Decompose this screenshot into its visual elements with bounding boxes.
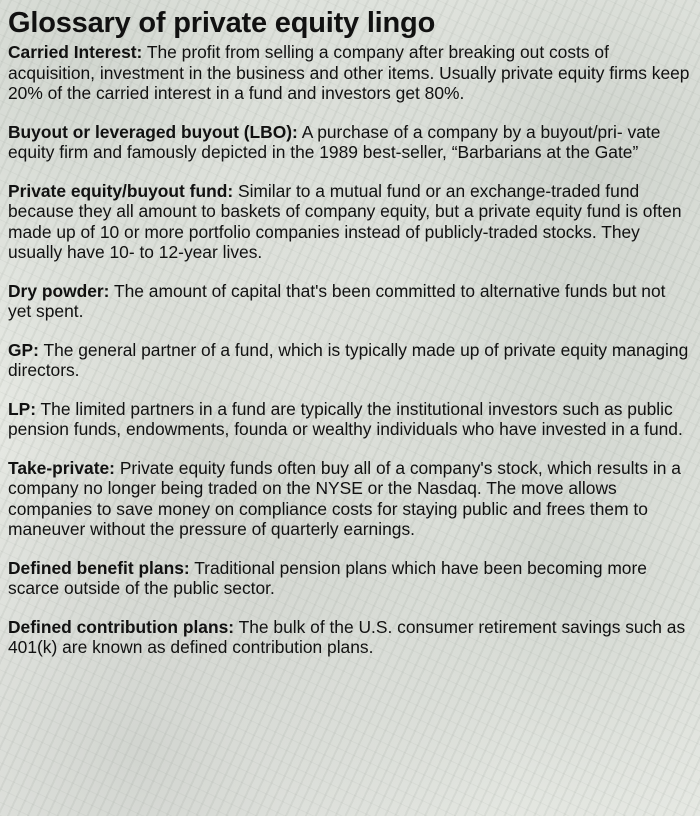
glossary-entry-defined-contribution [8, 617, 692, 658]
entry-definition: The general partner of a fund, which is typically made up of private equity managing directors. [8, 339, 689, 380]
entry-term: Defined benefit plans: [8, 557, 190, 578]
glossary-entry-buyout [8, 122, 692, 163]
entry-term: GP: [8, 339, 39, 360]
glossary-entry-private-equity-fund [8, 181, 692, 263]
entry-definition: Traditional pension plans which have been becoming more scarce outside of the public sector. [8, 557, 647, 598]
entry-term: Private equity/buyout fund: [8, 180, 234, 201]
entry-definition: A purchase of a company by a buyout/pri- vate equity firm and famously depicted in the 1989 best-seller, “Barbarians at the Gate” [8, 121, 661, 162]
glossary-entry-defined-benefit [8, 558, 692, 599]
entry-term: Carried Interest: [8, 42, 143, 62]
entry-definition: The bulk of the U.S. consumer retirement savings such as 401(k) are known as defined contribution plans. [8, 616, 686, 657]
entry-definition: Similar to a mutual fund or an exchange-traded fund because they all amount to baskets of company equity, but a private equity fund is often made up of 10 or more portfolio companies instead of publicly-traded stocks. They usually have 10- to 12-year lives. [8, 180, 682, 262]
entry-definition: The profit from selling a company after breaking out costs of acquisition, investment in the business and other items. Usually private equity firms keep 20% of the carried interest in a fund and investors get 80%. [8, 42, 690, 103]
entry-term: Take-private: [8, 457, 115, 478]
glossary-entry-take-private [8, 458, 692, 540]
entry-definition: Private equity funds often buy all of a company's stock, which results in a company no longer being traded on the NYSE or the Nasdaq. The move allows companies to save money on compliance costs for staying public and frees them to maneuver without the pressure of quarterly earnings. [8, 457, 681, 539]
entry-term: Dry powder: [8, 280, 110, 301]
page-title: Glossary of private equity lingo [8, 7, 436, 39]
entry-term: Defined contribution plans: [8, 616, 235, 637]
entry-definition: The limited partners in a fund are typically the institutional investors such as public pension funds, endowments, founda or wealthy individuals who have invested in a fund. [8, 398, 683, 439]
glossary-entry-lp [8, 399, 692, 440]
glossary-entry-dry-powder [8, 281, 692, 322]
entry-definition: The amount of capital that's been committed to alternative funds but not yet spent. [8, 280, 666, 321]
glossary-entry-carried-interest [8, 42, 692, 104]
entry-term: LP: [8, 398, 37, 419]
glossary-entry-gp [8, 340, 692, 381]
entry-term: Buyout or leveraged buyout (LBO): [8, 121, 298, 142]
